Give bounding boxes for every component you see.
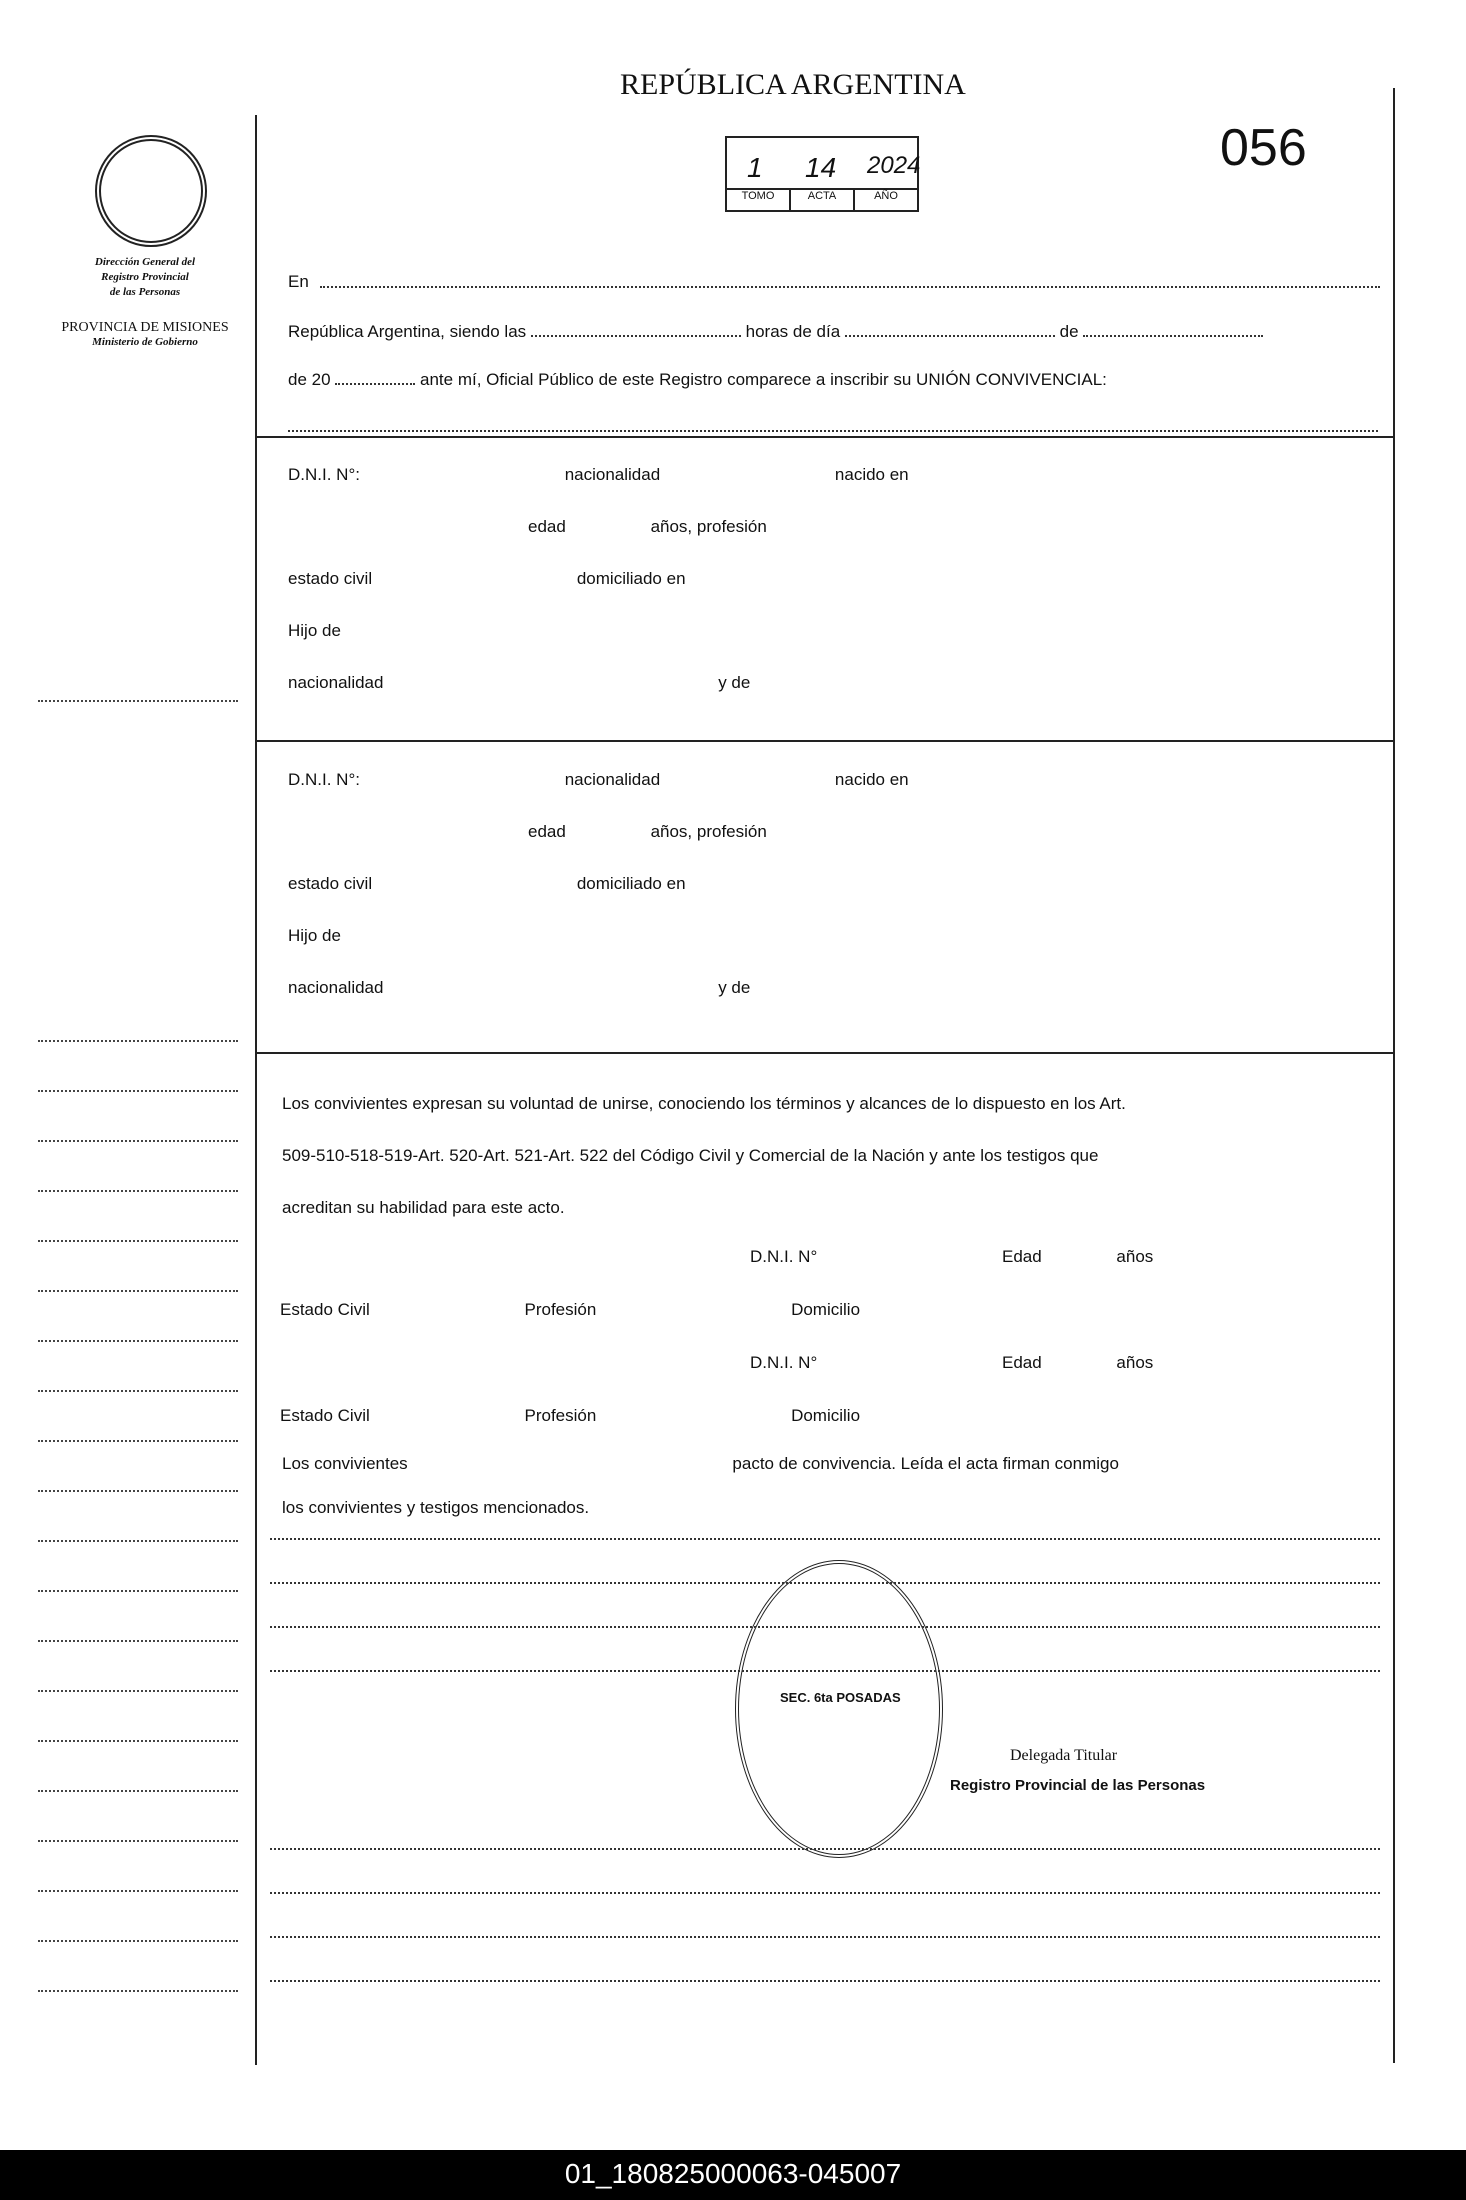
horas-label: horas de día <box>745 322 841 341</box>
nacionalidad-label: nacionalidad <box>288 673 384 692</box>
edad-label: edad <box>528 822 566 841</box>
estado-civil-label: estado civil <box>288 874 373 893</box>
republic-line <box>288 322 1263 342</box>
witness-dni-label: D.N.I. N° <box>750 1353 818 1372</box>
witness-anios-label: años <box>1116 1247 1154 1266</box>
acta-value: 14 <box>805 152 837 183</box>
nacido-label: nacido en <box>834 465 909 484</box>
dni-label: D.N.I. N°: <box>288 770 360 789</box>
stamp-center: SEC. 6ta POSADAS <box>780 1690 901 1705</box>
acta-label: ACTA <box>791 190 855 210</box>
domiciliado-label: domiciliado en <box>576 874 686 893</box>
hijo-label: Hijo de <box>288 621 341 640</box>
anio-label: AÑO <box>874 190 898 202</box>
closing-text <box>282 1442 1382 1530</box>
declaration-line: 509-510-518-519-Art. 520-Art. 521-Art. 522 del Código Civil y Comercial de la Nación y ante los testigos que <box>282 1146 1099 1165</box>
seal-dept-line: Dirección General del <box>94 256 196 268</box>
witness-edad-label: Edad <box>1001 1247 1042 1266</box>
edad-label: edad <box>528 517 566 536</box>
witness-edad-label: Edad <box>1001 1353 1042 1372</box>
declaration-line: acreditan su habilidad para este acto. <box>282 1198 565 1217</box>
hijo-label: Hijo de <box>288 926 341 945</box>
domiciliado-label: domiciliado en <box>576 569 686 588</box>
registry-stamp <box>735 1560 943 1858</box>
seal-text <box>40 255 250 350</box>
closing-part3: los convivientes y testigos mencionados. <box>282 1498 590 1517</box>
left-margin-line <box>255 115 257 2065</box>
y-de-label: y de <box>718 673 751 692</box>
right-margin-line <box>1393 88 1395 2063</box>
witness-dni-label: D.N.I. N° <box>750 1247 818 1266</box>
act-number: 056 <box>1220 119 1307 177</box>
seal-ministry: Ministerio de Gobierno <box>92 336 198 348</box>
official-title: Delegada Titular <box>1010 1747 1118 1764</box>
statement-line <box>288 370 1107 390</box>
y-de-label: y de <box>718 978 751 997</box>
country-title: REPÚBLICA ARGENTINA <box>620 68 966 101</box>
seal-province: PROVINCIA DE MISIONES <box>61 320 229 335</box>
seal-dept-line: de las Personas <box>109 286 181 298</box>
partner-2-block <box>288 770 1378 1030</box>
witness-profesion-label: Profesión <box>524 1300 597 1319</box>
dni-label: D.N.I. N°: <box>288 465 360 484</box>
official-registry: Registro Provincial de las Personas <box>950 1777 1206 1794</box>
nacido-label: nacido en <box>834 770 909 789</box>
witness-domicilio-label: Domicilio <box>791 1300 861 1319</box>
partner-1-block <box>288 465 1378 725</box>
closing-part2: pacto de convivencia. Leída el acta firman conmigo <box>732 1454 1119 1473</box>
profesion-label: años, profesión <box>650 517 767 536</box>
tomo-value: 1 <box>747 152 763 183</box>
witness-anios-label: años <box>1116 1353 1154 1372</box>
nacionalidad-label: nacionalidad <box>564 465 661 484</box>
en-label: En <box>288 272 309 291</box>
de-label: de <box>1059 322 1079 341</box>
province-seal-icon <box>95 135 207 247</box>
nacionalidad-label: nacionalidad <box>564 770 661 789</box>
estado-civil-label: estado civil <box>288 569 373 588</box>
nacionalidad-label: nacionalidad <box>288 978 384 997</box>
anio-value: 2024 <box>867 152 921 179</box>
witness-estado-label: Estado Civil <box>280 1406 370 1425</box>
tomo-acta-box <box>725 136 919 212</box>
tomo-label: TOMO <box>727 190 791 210</box>
witness-estado-label: Estado Civil <box>280 1300 370 1319</box>
closing-part1: Los convivientes <box>282 1454 408 1473</box>
declaration-line: Los convivientes expresan su voluntad de unirse, conociendo los términos y alcances de lo dispuesto en los Art. <box>282 1094 1126 1113</box>
witness-profesion-label: Profesión <box>524 1406 597 1425</box>
statement-text: ante mí, Oficial Público de este Registro comparece a inscribir su UNIÓN CONVIVENCIAL: <box>420 370 1107 389</box>
profesion-label: años, profesión <box>650 822 767 841</box>
footer-id: 01_180825000063-045007 <box>564 2158 902 2189</box>
ra-label: República Argentina, siendo las <box>288 322 527 341</box>
seal-dept-line: Registro Provincial <box>101 271 189 283</box>
declaration <box>282 1078 1382 1234</box>
year-label: de 20 <box>288 370 331 389</box>
witness-labels <box>280 1230 1380 1442</box>
witness-domicilio-label: Domicilio <box>791 1406 861 1425</box>
